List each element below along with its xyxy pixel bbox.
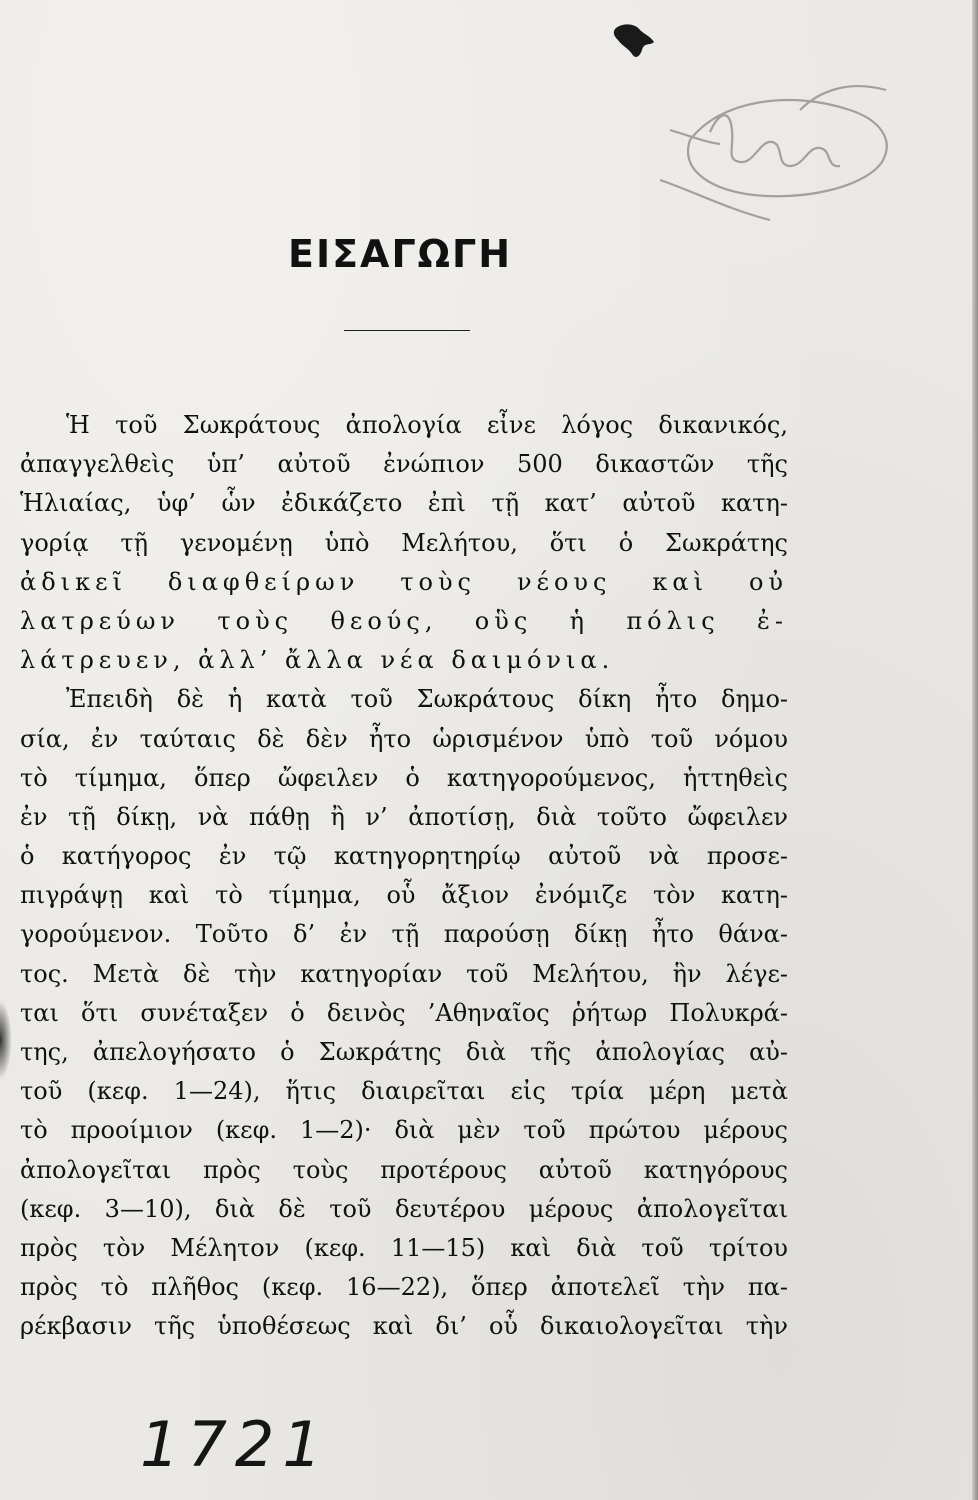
page-edge-shadow: [972, 0, 978, 1500]
text-line: της, ἀπελογήσατο ὁ Σωκράτης διὰ τῆς ἀπολογίας αὐ-: [20, 1038, 788, 1066]
text-line: γορούμενον. Τοῦτο δ’ ἐν τῇ παρούσῃ δίκῃ ἦτο θάνα-: [20, 920, 788, 949]
body-text: [20, 406, 788, 1347]
text-line: σία, ἐν ταύταις δὲ δὲν ἦτο ὡρισμένον ὑπὸ τοῦ νόμου: [20, 724, 788, 753]
binding-mark: [0, 1000, 12, 1080]
text-line: Ἡλιαίας, ὑφ’ ὧν ἐδικάζετο ἐπὶ τῇ κατ’ αὐτοῦ κατη-: [20, 489, 788, 518]
text-line: πρὸς τὸν Μέλητον (κεφ. 11—15) καὶ διὰ τοῦ τρίτου: [20, 1233, 788, 1262]
text-line: Ἡ τοῦ Σωκράτους ἀπολογία εἶνε λόγος δικανικός,: [66, 411, 788, 439]
text-line: τος. Μετὰ δὲ τὴν κατηγορίαν τοῦ Μελήτου, ἣν λέγε-: [20, 959, 788, 988]
text-line: (κεφ. 3—10), διὰ δὲ τοῦ δευτέρου μέρους ἀπολογεῖται: [20, 1194, 788, 1223]
faded-stamp-signature: [650, 70, 910, 230]
ink-blot-mark: [610, 20, 658, 64]
text-line: Ἐπειδὴ δὲ ἡ κατὰ τοῦ Σωκράτους δίκη ἦτο δημο-: [66, 685, 788, 714]
text-line: γορίᾳ τῇ γενομένῃ ὑπὸ Μελήτου, ὅτι ὁ Σωκράτης: [20, 528, 788, 557]
text-line: λάτρευεν, ἀλλ’ ἄλλα νέα δαιμόνια.: [20, 646, 615, 675]
title-divider: [344, 330, 470, 331]
text-line: τὸ τίμημα, ὅπερ ὤφειλεν ὁ κατηγορούμενος, ἡττηθεὶς: [20, 763, 788, 792]
text-line: ἐν τῇ δίκῃ, νὰ πάθῃ ἢ ν’ ἀποτίσῃ, διὰ τοῦτο ὤφειλεν: [20, 802, 788, 831]
text-line: ἀδικεῖ διαφθείρων τοὺς νέους καὶ οὐ: [20, 567, 788, 596]
text-line: ρέκβασιν τῆς ὑποθέσεως καὶ δι’ οὗ δικαιολογεῖται τὴν: [20, 1312, 788, 1341]
text-line: ἀπαγγελθεὶς ὑπ’ αὐτοῦ ἐνώπιον 500 δικαστῶν τῆς: [20, 450, 788, 479]
text-line: λατρεύων τοὺς θεούς, οὓς ἡ πόλις ἐ-: [20, 606, 788, 635]
text-line: ὁ κατήγορος ἐν τῷ κατηγορητηρίῳ αὐτοῦ νὰ προσε-: [20, 842, 788, 871]
text-line: ἀπολογεῖται πρὸς τοὺς προτέρους αὐτοῦ κατηγόρους: [20, 1155, 788, 1184]
text-line: ται ὅτι συνέταξεν ὁ δεινὸς ’Αθηναῖος ῥήτωρ Πολυκρά-: [20, 998, 788, 1027]
text-line: τοῦ (κεφ. 1—24), ἥτις διαιρεῖται εἰς τρία μέρη μετὰ: [20, 1077, 788, 1106]
text-line: πιγράψῃ καὶ τὸ τίμημα, οὗ ἄξιον ἐνόμιζε τὸν κατη-: [20, 881, 788, 910]
text-line: πρὸς τὸ πλῆθος (κεφ. 16—22), ὅπερ ἀποτελεῖ τὴν πα-: [20, 1273, 788, 1302]
text-line: τὸ προοίμιον (κεφ. 1—2)· διὰ μὲν τοῦ πρώτου μέρους: [20, 1116, 788, 1145]
page-title: ΕΙΣΑΓΩΓΗ: [288, 232, 512, 276]
handwritten-number: 1721: [140, 1408, 330, 1481]
